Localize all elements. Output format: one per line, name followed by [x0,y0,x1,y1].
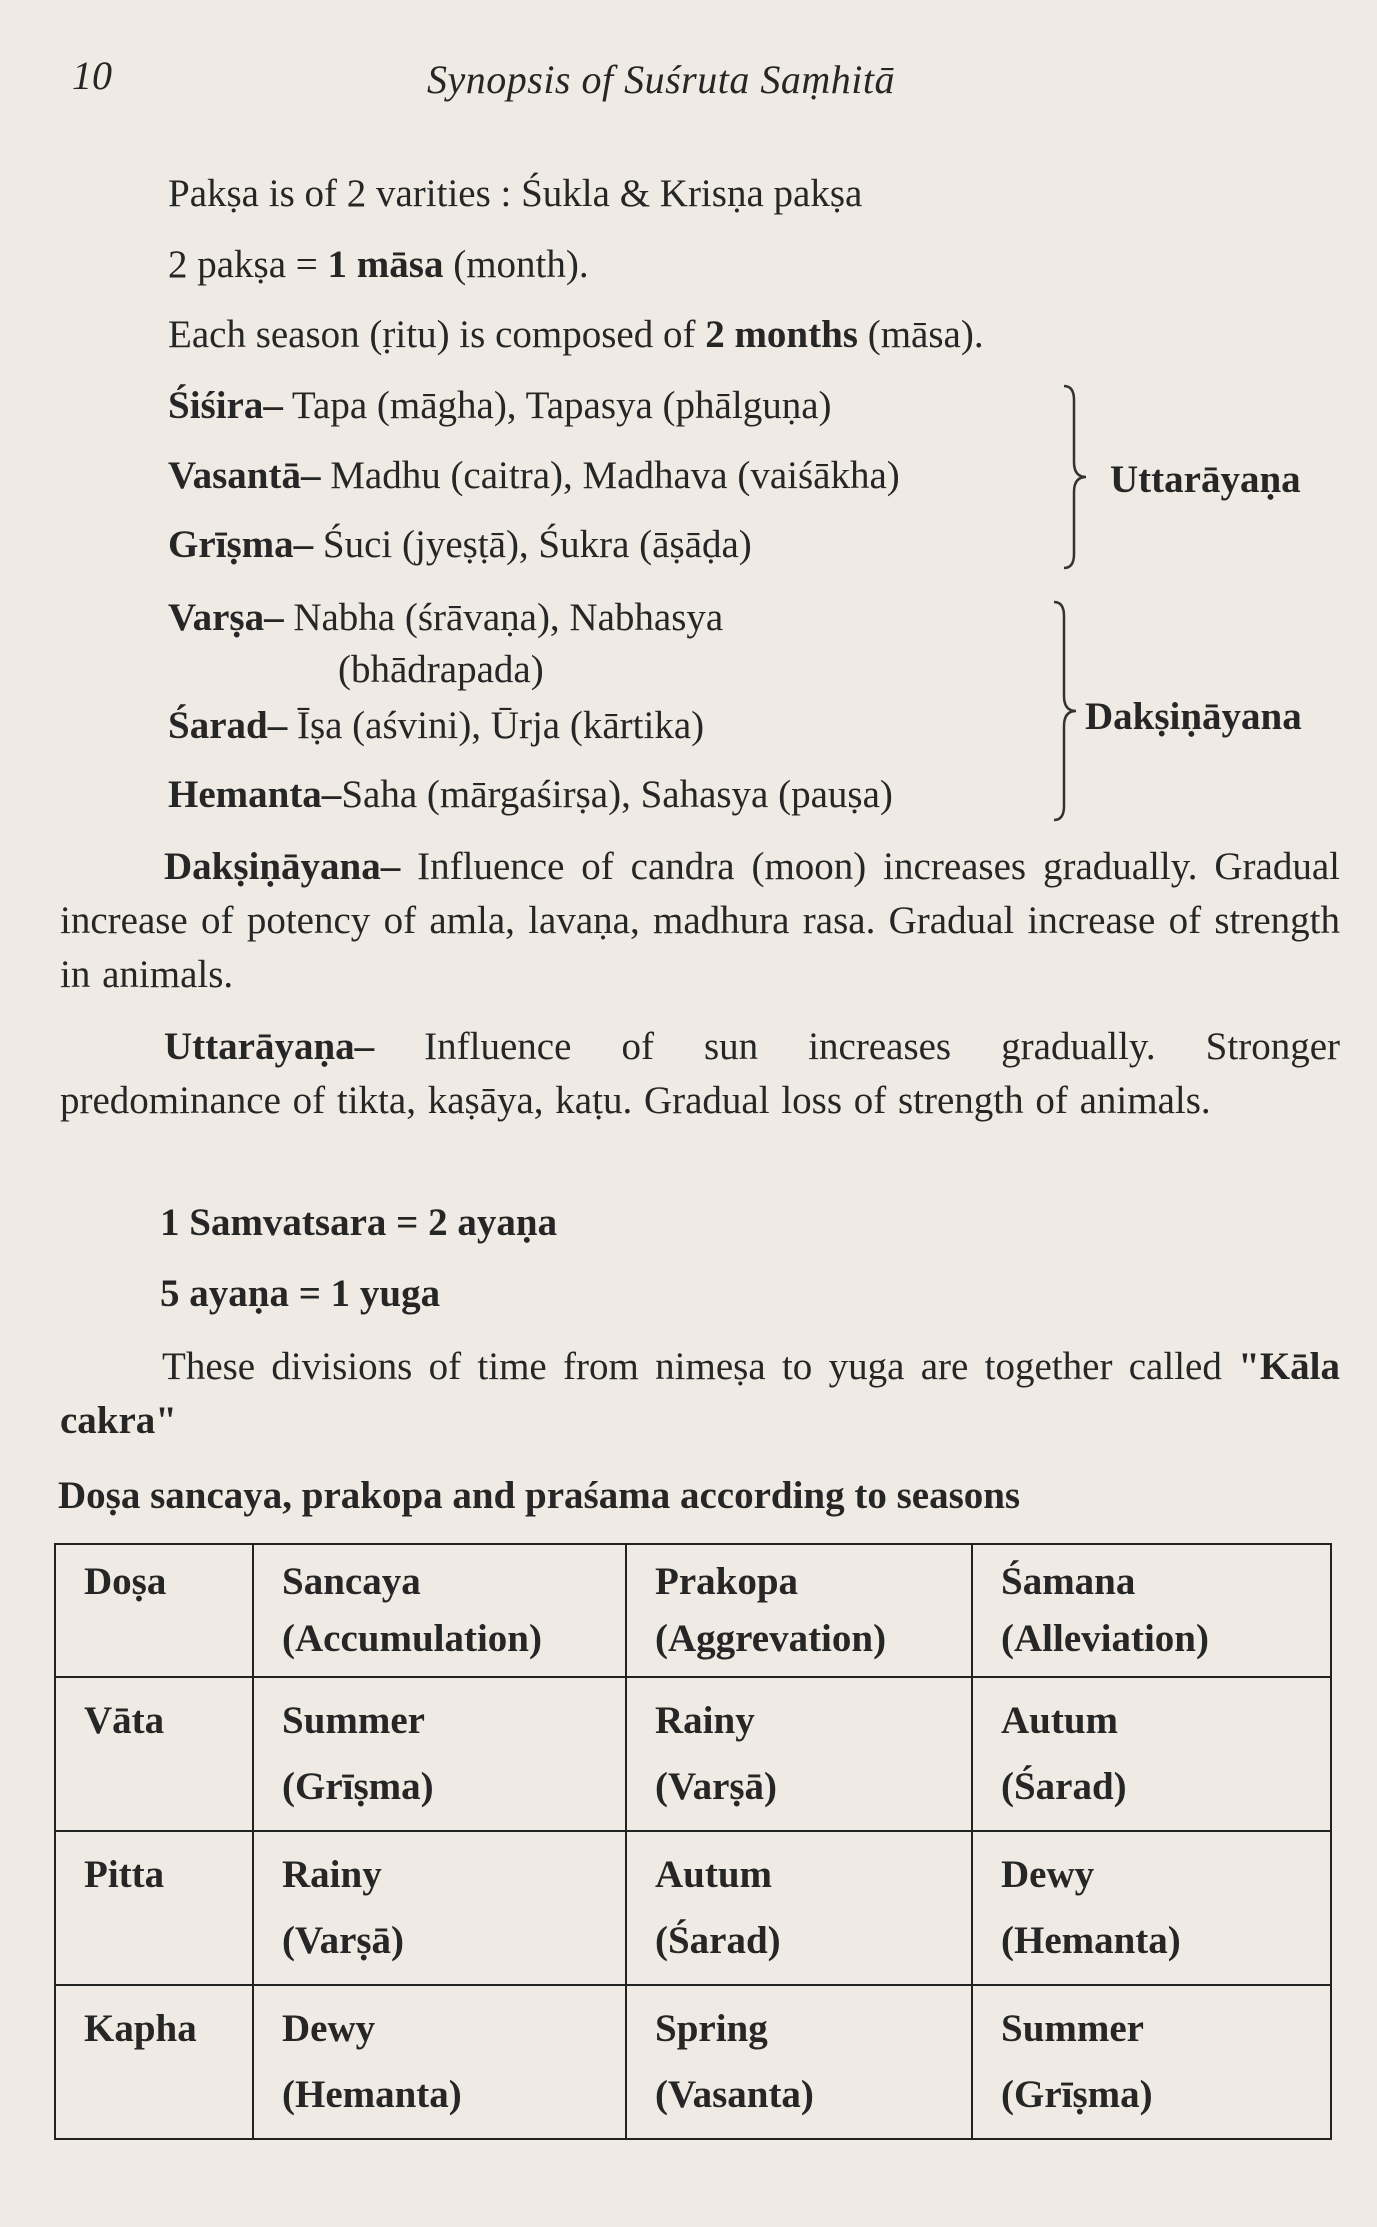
paksa-varieties-line: Pakṣa is of 2 varities : Śukla & Krisṇa pakṣa [168,172,863,215]
table-cell: Autum (Śarad) [626,1831,972,1985]
header-samana: Śamana (Alleviation) [972,1544,1331,1677]
paksa-masa-line: 2 pakṣa = 1 māsa (month). [168,243,589,286]
uttarayana-label: Uttarāyaṇa [1110,458,1301,501]
table-cell: Summer (Grīṣma) [972,1985,1331,2139]
season-months-line: Each season (ṛitu) is composed of 2 months (māsa). [168,313,984,356]
dakshinayana-brace [1052,600,1082,822]
uttarayana-brace [1062,384,1092,570]
table-cell: Vāta [55,1677,253,1831]
table-cell: Pitta [55,1831,253,1985]
season-sarad: Śarad– Īṣa (aśvini), Ūrja (kārtika) [168,704,705,747]
running-header [72,52,1305,102]
table-cell: Rainy (Varṣā) [626,1677,972,1831]
header-dosa: Doṣa [55,1544,253,1677]
running-title: Synopsis of Suśruta Saṃhitā [427,57,895,102]
table-row-kapha [55,1985,1331,2139]
season-sisira: Śiśira– Tapa (māgha), Tapasya (phālguṇa) [168,384,832,427]
table-header-row [55,1544,1331,1677]
table-row-pitta [55,1831,1331,1985]
table-cell: Autum (Śarad) [972,1677,1331,1831]
table-cell: Summer (Grīṣma) [253,1677,626,1831]
table-row-vata [55,1677,1331,1831]
table-cell: Dewy (Hemanta) [972,1831,1331,1985]
season-grisma: Grīṣma– Śuci (jyeṣṭā), Śukra (āṣāḍa) [168,523,752,566]
table-cell: Rainy (Varṣā) [253,1831,626,1985]
table-title: Doṣa sancaya, prakopa and praśama according to seasons [58,1474,1021,1517]
page-number: 10 [72,53,112,98]
dosa-season-table [54,1543,1332,2140]
dakshinayana-label: Dakṣiṇāyana [1085,695,1302,738]
kala-cakra-paragraph: These divisions of time from nimeṣa to yuga are together called "Kāla cakra" [60,1345,1340,1442]
uttarayana-paragraph: Uttarāyaṇa– Influence of sun increases gradually. Stronger predominance of tikta, kaṣāya, kaṭu. Gradual loss of strength of animals. [60,1025,1340,1122]
table-cell: Kapha [55,1985,253,2139]
season-vasanta: Vasantā– Madhu (caitra), Madhava (vaiśākha) [168,454,900,497]
table-cell: Dewy (Hemanta) [253,1985,626,2139]
dakshinayana-paragraph: Dakṣiṇāyana– Influence of candra (moon) increases gradually. Gradual increase of potency of amla, lavaṇa, madhura rasa. Gradual increase of strength in animals. [60,845,1340,996]
season-varsa: Varṣa– Nabha (śrāvaṇa), Nabhasya [168,596,724,639]
equation-yuga: 5 ayaṇa = 1 yuga [160,1272,441,1315]
season-varsa-cont: (bhādrapada) [338,648,544,691]
header-prakopa: Prakopa (Aggrevation) [626,1544,972,1677]
table-cell: Spring (Vasanta) [626,1985,972,2139]
header-sancaya: Sancaya (Accumulation) [253,1544,626,1677]
season-hemanta: Hemanta–Saha (mārgaśirṣa), Sahasya (pauṣa) [168,773,893,816]
equation-samvatsara: 1 Samvatsara = 2 ayaṇa [160,1201,558,1244]
